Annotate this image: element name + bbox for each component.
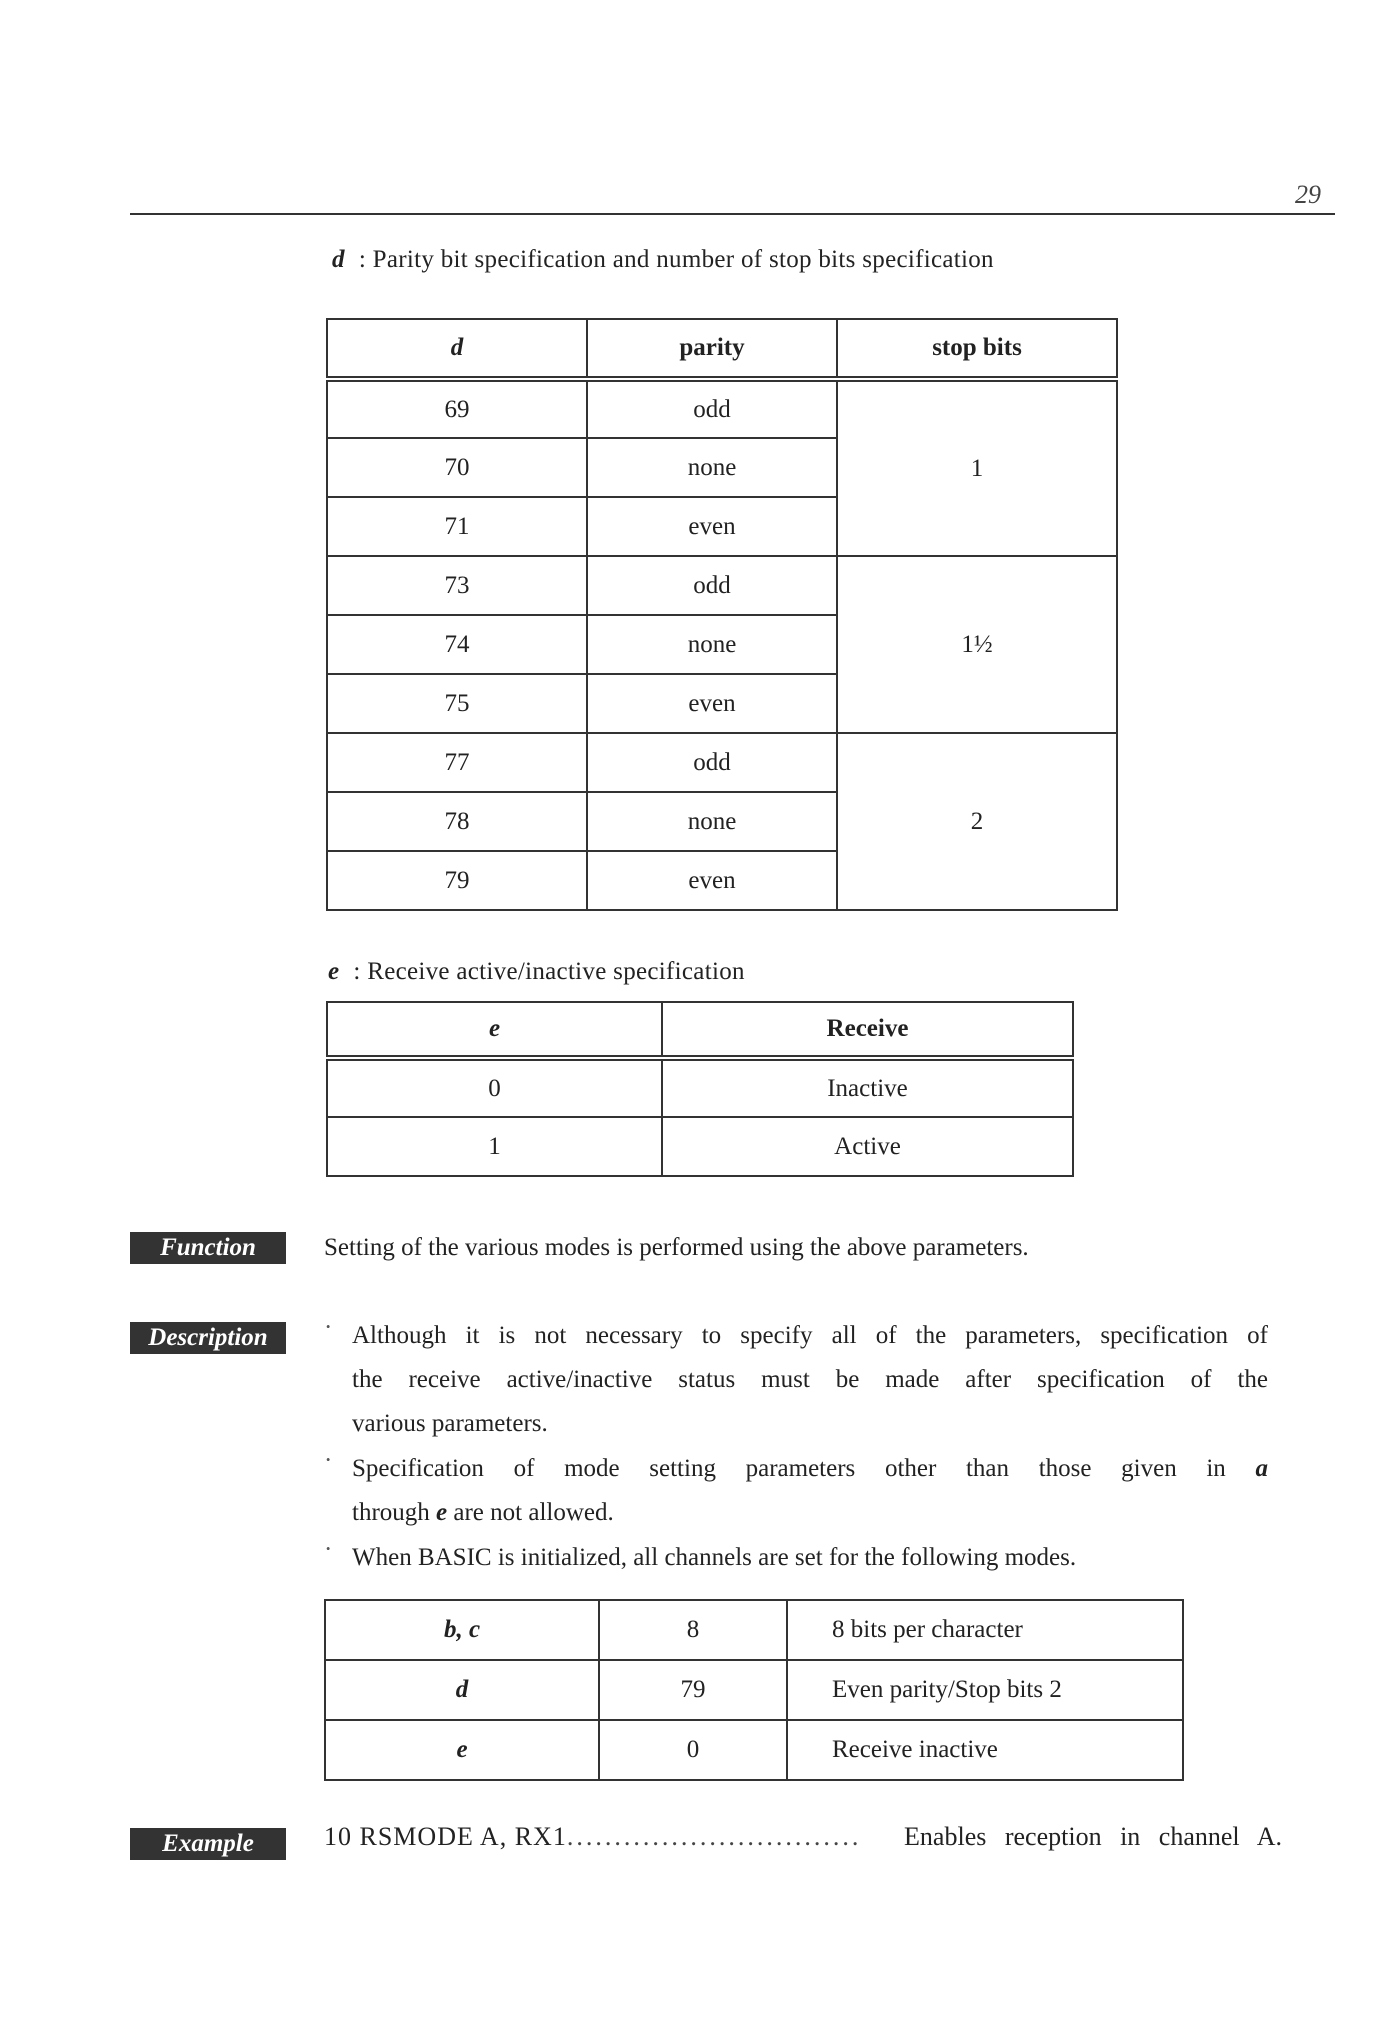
section-d-label: d: [332, 246, 345, 273]
example-row: [324, 1822, 1282, 1852]
table-cell: none: [587, 792, 837, 851]
table-cell: none: [587, 438, 837, 497]
description-item-3: When BASIC is initialized, all channels are set for the following modes.: [352, 1544, 1077, 1571]
section-e-heading: e : Receive active/inactive specification: [328, 958, 745, 985]
parity-table-header-d: d: [327, 319, 587, 379]
table-cell: even: [587, 674, 837, 733]
page-number: 29: [1295, 180, 1321, 209]
description-item-2: [352, 1447, 1268, 1535]
parity-table-header-stop-bits: stop bits: [837, 319, 1117, 379]
section-d-title: Parity bit specification and number of stop bits specification: [372, 246, 994, 273]
description-text: through: [352, 1499, 430, 1526]
parity-table: [326, 318, 1118, 911]
variable-e: e: [436, 1499, 448, 1526]
example-label: Example: [130, 1828, 286, 1860]
table-cell: d: [325, 1660, 599, 1720]
description-line: various parameters.: [352, 1410, 548, 1437]
function-text: Setting of the various modes is performed using the above parameters.: [324, 1234, 1029, 1261]
table-cell: Active: [662, 1117, 1073, 1176]
table-cell: 1: [327, 1117, 662, 1176]
function-label: Function: [130, 1232, 286, 1264]
description-text: are not allowed.: [453, 1499, 614, 1526]
example-result: Enables reception in channel A.: [904, 1822, 1282, 1851]
receive-table-header-receive: Receive: [662, 1002, 1073, 1058]
table-cell: odd: [587, 556, 837, 615]
table-cell: even: [587, 851, 837, 910]
header-rule: [130, 213, 1335, 215]
bullet: ·: [324, 1314, 333, 1341]
description-label: Description: [130, 1322, 286, 1354]
table-cell: Inactive: [662, 1058, 1073, 1117]
table-cell: 70: [327, 438, 587, 497]
table-cell: 8 bits per character: [787, 1600, 1183, 1660]
section-d-heading: d : Parity bit specification and number of stop bits specification: [332, 246, 994, 273]
table-cell: 79: [599, 1660, 787, 1720]
stop-bits-cell: 1½: [837, 556, 1117, 733]
table-cell: 79: [327, 851, 587, 910]
table-cell: even: [587, 497, 837, 556]
table-cell: 77: [327, 733, 587, 792]
bullet: ·: [324, 1536, 333, 1563]
description-item-1: [352, 1314, 1268, 1446]
description-line: [352, 1447, 1268, 1491]
receive-table: [326, 1001, 1074, 1177]
table-cell: Receive inactive: [787, 1720, 1183, 1780]
parity-table-header-parity: parity: [587, 319, 837, 379]
table-cell: none: [587, 615, 837, 674]
example-command: 10 RSMODE A, RX1: [324, 1822, 567, 1851]
table-cell: 74: [327, 615, 587, 674]
table-cell: e: [325, 1720, 599, 1780]
defaults-table: [324, 1599, 1184, 1781]
table-cell: 78: [327, 792, 587, 851]
table-cell: 0: [327, 1058, 662, 1117]
table-cell: 73: [327, 556, 587, 615]
section-e-title: Receive active/inactive specification: [367, 958, 745, 985]
section-e-label: e: [328, 958, 340, 985]
description-line: the receive active/inactive status must be made after specification of the: [352, 1366, 1268, 1393]
table-cell: odd: [587, 379, 837, 438]
description-line: [352, 1491, 1268, 1535]
table-cell: 71: [327, 497, 587, 556]
table-cell: odd: [587, 733, 837, 792]
receive-table-header-e: e: [327, 1002, 662, 1058]
table-cell: b, c: [325, 1600, 599, 1660]
example-dots: ...............................: [566, 1822, 862, 1851]
bullet: ·: [324, 1447, 333, 1474]
table-cell: 8: [599, 1600, 787, 1660]
description-line: Although it is not necessary to specify all of the parameters, specification of: [352, 1322, 1268, 1349]
table-cell: 0: [599, 1720, 787, 1780]
description-text: Specification of mode setting parameters other than those given in: [352, 1455, 1226, 1482]
table-cell: 69: [327, 379, 587, 438]
stop-bits-cell: 1: [837, 379, 1117, 556]
table-cell: Even parity/Stop bits 2: [787, 1660, 1183, 1720]
variable-a: a: [1255, 1455, 1268, 1482]
table-cell: 75: [327, 674, 587, 733]
stop-bits-cell: 2: [837, 733, 1117, 910]
